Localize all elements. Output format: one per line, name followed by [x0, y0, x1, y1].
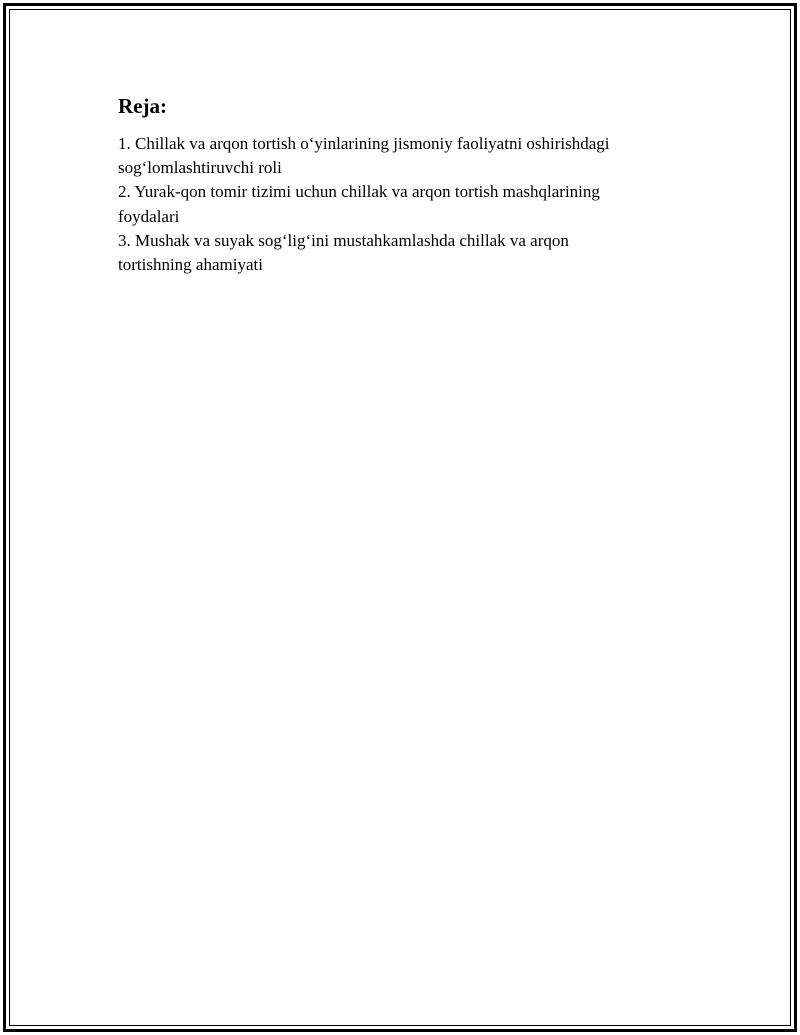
- plan-list: [118, 132, 678, 277]
- document-body: [118, 92, 678, 277]
- plan-item-2-line-1: 2. Yurak-qon tomir tizimi uchun chillak va arqon tortish mashqlarining: [118, 182, 600, 202]
- plan-heading: Reja:: [118, 94, 167, 118]
- plan-item-3-line-1: 3. Mushak va suyak sog‘lig‘ini mustahkamlashda chillak va arqon: [118, 230, 569, 250]
- plan-item-1-line-1: 1. Chillak va arqon tortish o‘yinlarining jismoniy faoliyatni oshirishdagi: [118, 134, 610, 153]
- plan-item-3-line-2: tortishning ahamiyati: [118, 255, 263, 275]
- plan-item-2: [118, 180, 678, 228]
- plan-item-3: [118, 229, 678, 277]
- plan-item-1-line-2: sog‘lomlashtiruvchi roli: [118, 158, 282, 178]
- plan-item-2-line-2: foydalari: [118, 206, 180, 226]
- plan-item-1: [118, 132, 678, 180]
